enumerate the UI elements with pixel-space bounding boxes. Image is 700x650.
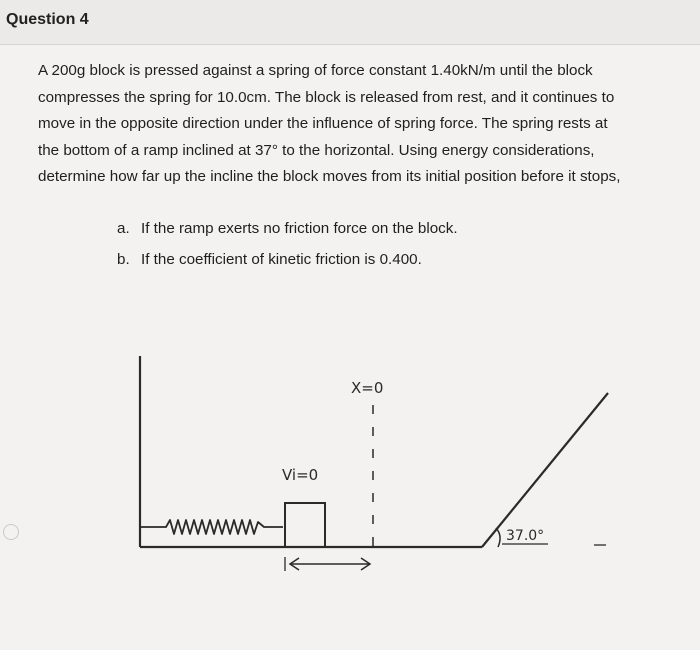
question-text-line: A 200g block is pressed against a spring of force constant 1.40kN/m until the block — [38, 62, 593, 79]
question-text-line: compresses the spring for 10.0cm. The block is released from rest, and it continues to — [38, 88, 615, 106]
question-text-line: determine how far up the incline the block moves from its initial position before it stops, — [38, 168, 621, 185]
part-text: If the ramp exerts no friction force on the block. — [141, 220, 458, 237]
part-text: If the coefficient of kinetic friction is 0.400. — [141, 251, 422, 268]
question-text-line: the bottom of a ramp inclined at 37° to the horizontal. Using energy considerations, — [38, 141, 595, 159]
question-text-line: move in the opposite direction under the influence of spring force. The spring rests at — [38, 115, 608, 132]
block — [285, 503, 325, 547]
initial-velocity-label: Vi=0 — [282, 466, 319, 484]
x-zero-label: X=0 — [351, 379, 384, 397]
part-marker: a. — [117, 220, 130, 237]
spring — [141, 520, 283, 534]
question-title: Question 4 — [6, 11, 89, 28]
part-marker: b. — [117, 251, 130, 268]
ramp — [482, 393, 608, 547]
angle-label: 37.0° — [506, 528, 545, 544]
